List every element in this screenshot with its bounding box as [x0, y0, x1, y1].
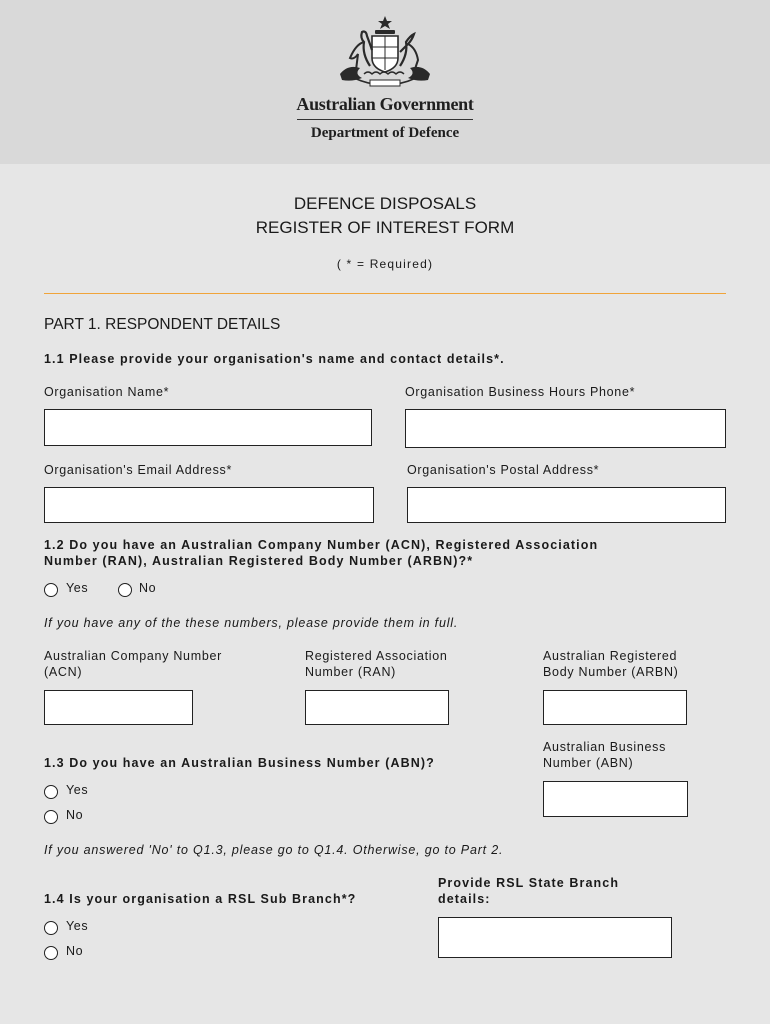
form-title-line2: REGISTER OF INTEREST FORM	[255, 218, 515, 237]
q1-4-no-label: No	[66, 944, 84, 958]
abn-label: Australian Business Number (ABN)	[543, 740, 667, 770]
q1-4-question: 1.4 Is your organisation a RSL Sub Branch*?	[44, 892, 357, 906]
org-phone-label: Organisation Business Hours Phone*	[405, 385, 636, 399]
org-postal-input[interactable]	[407, 487, 726, 523]
section-divider	[44, 293, 726, 294]
q1-4-yes-label: Yes	[66, 919, 89, 933]
q1-3-yes-label: Yes	[66, 783, 89, 797]
org-email-input[interactable]	[44, 487, 374, 523]
q1-3-yes-radio[interactable]	[44, 785, 58, 799]
org-name-input[interactable]	[44, 409, 372, 446]
org-postal-label: Organisation's Postal Address*	[407, 463, 600, 477]
q1-4-no-radio[interactable]	[44, 946, 58, 960]
coat-of-arms-icon	[334, 14, 436, 94]
form-title-line1: DEFENCE DISPOSALS	[293, 194, 477, 213]
arbn-input[interactable]	[543, 690, 687, 725]
header-banner	[0, 0, 770, 164]
header-divider	[297, 119, 473, 120]
q1-2-question-line2: Number (RAN), Australian Registered Body Number (ARBN)?*	[44, 554, 474, 568]
ran-input[interactable]	[305, 690, 449, 725]
arbn-label: Australian Registered Body Number (ARBN)	[543, 649, 679, 679]
q1-1-question: 1.1 Please provide your organisation's name and contact details*.	[44, 352, 505, 366]
q1-3-instruction: If you answered 'No' to Q1.3, please go to Q1.4. Otherwise, go to Part 2.	[44, 843, 504, 857]
q1-2-question-line1: 1.2 Do you have an Australian Company Number (ACN), Registered Association	[44, 538, 599, 552]
org-phone-input[interactable]	[405, 409, 726, 448]
q1-3-no-radio[interactable]	[44, 810, 58, 824]
abn-input[interactable]	[543, 781, 688, 817]
acn-label: Australian Company Number (ACN)	[44, 649, 222, 679]
q1-2-no-radio[interactable]	[118, 583, 132, 597]
q1-3-no-label: No	[66, 808, 84, 822]
rsl-details-input[interactable]	[438, 917, 672, 958]
q1-4-yes-radio[interactable]	[44, 921, 58, 935]
q1-2-instruction: If you have any of the these numbers, please provide them in full.	[44, 616, 459, 630]
q1-2-yes-label: Yes	[66, 581, 89, 595]
rsl-label: Provide RSL State Branch details:	[438, 876, 620, 906]
q1-3-question: 1.3 Do you have an Australian Business Number (ABN)?	[44, 756, 435, 770]
q1-2-yes-radio[interactable]	[44, 583, 58, 597]
required-note: ( * = Required)	[336, 257, 434, 271]
acn-input[interactable]	[44, 690, 193, 725]
government-name: Australian Government	[296, 94, 474, 114]
q1-2-no-label: No	[139, 581, 157, 595]
department-name: Department of Defence	[310, 125, 460, 141]
org-name-label: Organisation Name*	[44, 385, 170, 399]
ran-label: Registered Association Number (RAN)	[305, 649, 448, 679]
org-email-label: Organisation's Email Address*	[44, 463, 233, 477]
part1-heading: PART 1. RESPONDENT DETAILS	[44, 316, 281, 333]
